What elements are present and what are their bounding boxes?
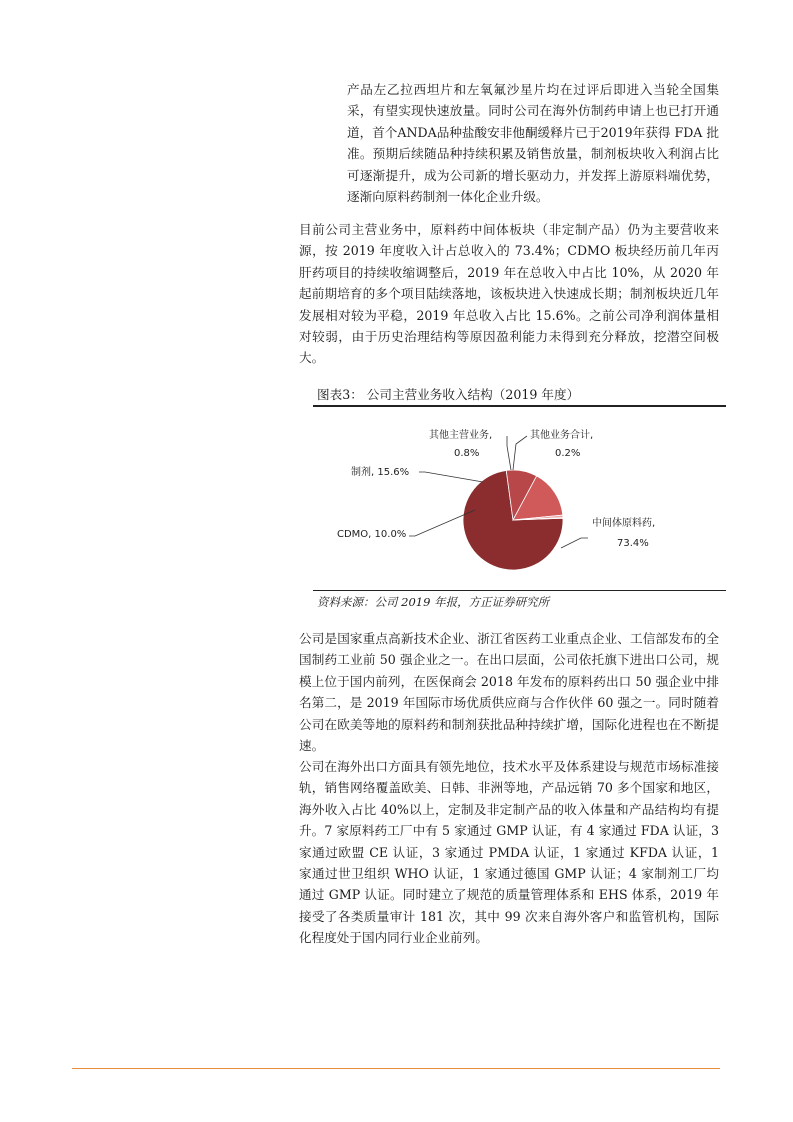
label-qita-yewu-name: 其他业务合计, <box>530 430 594 441</box>
paragraph-formulation-outlook: 产品左乙拉西坦片和左氧氟沙星片均在过评后即进入当轮全国集采，有望实现快速放量。同时公司在海外仿制药申请上也已打开通道，首个ANDA品种盐酸安非他酮缓释片已于2019年获得 FDA 批准。预期后续随品种持续积累及销售放量，制剂板块收入利润占比可逐渐提升，成为公司新的增长驱动力，并发挥上游原料端优势，逐渐向原料药制剂一体化企业升级。 <box>347 82 719 205</box>
label-qita-yewu-value: 0.2% <box>555 448 581 459</box>
footer-rule <box>72 1068 720 1069</box>
figure-top-rule <box>313 405 726 407</box>
leader-line-zhongjianti <box>561 538 588 548</box>
label-zhongjianti-value: 73.4% <box>617 538 649 549</box>
leader-line-zhiji <box>419 472 483 482</box>
leader-line-qita-yewu <box>513 436 527 470</box>
label-cdmo: CDMO, 10.0% <box>337 529 407 540</box>
figure-title: 图表3： 公司主营业务收入结构（2019 年度） <box>317 387 580 402</box>
leader-line-qita-zhuying <box>507 436 511 470</box>
label-zhongjianti-name: 中间体原料药, <box>592 518 656 529</box>
paragraph-overseas-export: 公司在海外出口方面具有领先地位，技术水平及体系建设与规范市场标准接轨，销售网络覆盖欧美、日韩、非洲等地，产品远销 70 多个国家和地区，海外收入占比 40%以上，定制及非定制产品的收入体量和产品结构均有提升。7 家原料药工厂中有 5 家通过 GMP 认证，有 4 家通过 FDA 认证，3 家通过欧盟 CE 认证，3 家通过 PMDA 认证，1 家通过 KFDA 认证，1 家通过世卫组织 WHO 认证，1 家通过德国 GMP 认证；4 家制剂工厂均通过 GMP 认证。同时建立了规范的质量管理体系和 EHS 体系，2019 年接受了各类质量审计 181 次，其中 99 次来自海外客户和监管机构，国际化程度处于国内同行业企业前列。 <box>299 759 719 946</box>
paragraph-business-structure: 目前公司主营业务中，原料药中间体板块（非定制产品）仍为主要营收来源，按 2019 年度收入计占总收入的 73.4%；CDMO 板块经历前几年丙肝药项目的持续收缩调整后，2019 年在总收入中占比 10%，从 2020 年起前期培育的多个项目陆续落地，该板块进入快速成长期；制剂板块近几年发展相对较为平稳，2019 年总收入占比 15.6%。之前公司净利润体量相对较弱，由于历史治理结构等原因盈利能力未得到充分释放，挖潜空间极大。 <box>299 222 719 366</box>
label-qita-zhuying-name: 其他主营业务, <box>429 430 493 441</box>
label-qita-zhuying-value: 0.8% <box>454 448 480 459</box>
figure-bottom-rule <box>313 590 726 591</box>
label-zhiji: 制剂, 15.6% <box>351 467 410 478</box>
figure-source: 资料来源：公司 2019 年报，方正证券研究所 <box>317 595 550 609</box>
revenue-pie-chart <box>313 408 726 588</box>
paragraph-company-profile: 公司是国家重点高新技术企业、浙江省医药工业重点企业、工信部发布的全国制药工业前 50 强企业之一。在出口层面，公司依托旗下进出口公司，规模上位于国内前列，在医保商会 2018 年发布的原料药出口 50 强企业中排名第二，是 2019 年国际市场优质供应商与合作伙伴 60 强之一。同时随着公司在欧美等地的原料药和制剂获批品种持续扩增，国际化进程也在不断提速。 <box>299 631 719 754</box>
